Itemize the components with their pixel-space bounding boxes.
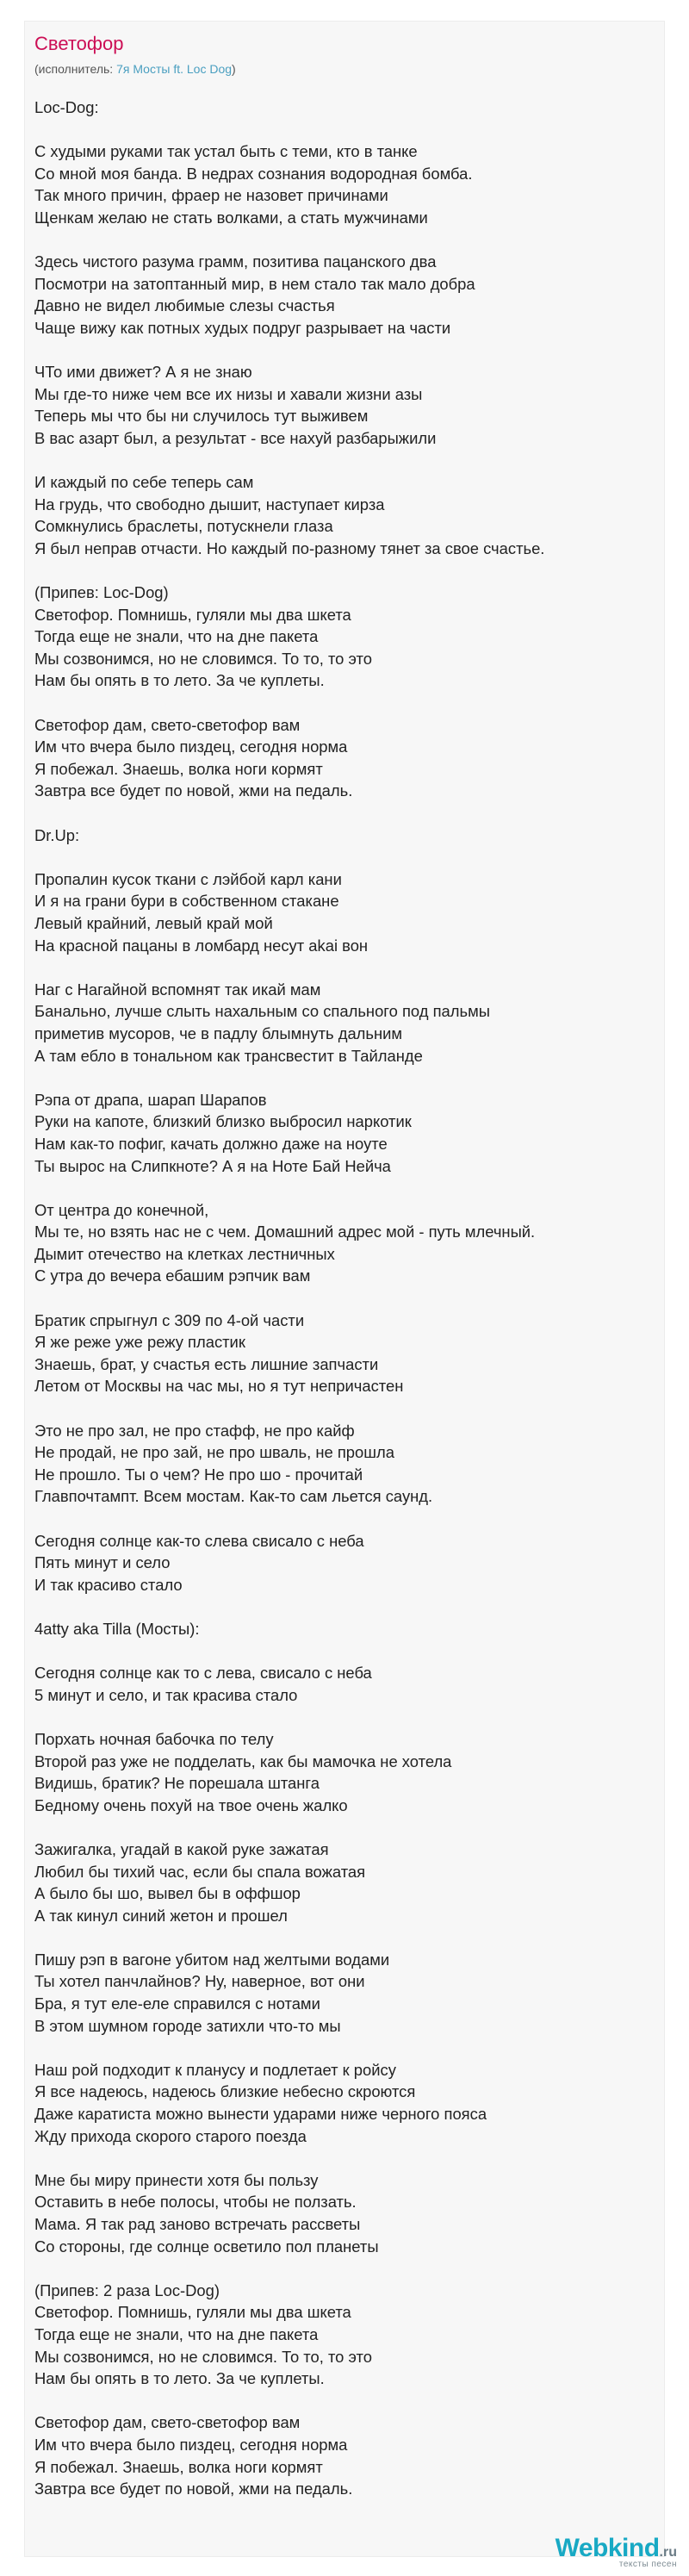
lyrics-line: Рэпа от драпа, шарап Шарапов [34, 1090, 267, 1109]
lyrics-line: ЧТо ими движет? А я не знаю [34, 363, 252, 382]
lyrics-line: Второй раз уже не подделать, как бы мамочка не хотела [34, 1752, 452, 1770]
site-logo[interactable] [556, 2534, 677, 2569]
lyrics-stanza [34, 582, 655, 692]
lyrics-stanza [34, 979, 655, 1067]
lyrics-line: Летом от Москвы на час мы, но я тут непричастен [34, 1377, 404, 1396]
lyrics-stanza [34, 714, 655, 802]
lyrics-line: А там ебло в тональном как трансвестит в Тайланде [34, 1046, 423, 1065]
lyrics-line: Светофор дам, свето-светофор вам [34, 2413, 301, 2432]
lyrics-line: Знаешь, брат, у счастья есть лишние запчасти [34, 1354, 379, 1373]
lyrics-line: Ты хотел панчлайнов? Ну, наверное, вот они [34, 1972, 365, 1991]
lyrics-line: Любил бы тихий час, если бы спала вожатая [34, 1862, 366, 1881]
lyrics-line: Мы те, но взять нас не с чем. Домашний адрес мой - путь млечный. [34, 1223, 536, 1241]
lyrics-line: Главпочтампт. Всем мостам. Как-то сам льется саунд. [34, 1487, 433, 1506]
lyrics-line: На грудь, что свободно дышит, наступает кирза [34, 495, 385, 513]
lyrics-line: Мы созвонимся, но не словимся. То то, то это [34, 2347, 372, 2366]
lyrics-line: В вас азарт был, а результат - все нахуй разбарыжили [34, 428, 437, 447]
lyrics-line: А было бы шо, вывел бы в оффшор [34, 1884, 301, 1903]
lyrics-line: И так красиво стало [34, 1575, 183, 1594]
lyrics-line: Им что вчера было пиздец, сегодня норма [34, 737, 348, 756]
lyrics-line: Руки на капоте, близкий близко выбросил наркотик [34, 1112, 412, 1131]
lyrics-line: Нам как-то пофиг, качать должно даже на ноуте [34, 1134, 388, 1153]
lyrics-stanza [34, 471, 655, 559]
lyrics-line: Сегодня солнце как-то слева свисало с неба [34, 1531, 364, 1550]
lyrics-line: Это не про зал, не про стафф, не про кайф [34, 1421, 355, 1440]
lyrics-line: Светофор дам, свето-светофор вам [34, 715, 301, 734]
lyrics-line: Светофор. Помнишь, гуляли мы два шкета [34, 605, 351, 624]
lyrics-stanza [34, 868, 655, 956]
lyrics-line: Со стороны, где солнце осветило пол планеты [34, 2237, 379, 2256]
lyrics-stanza [34, 1420, 655, 1508]
lyrics-line: Со мной моя банда. В недрах сознания водородная бомба. [34, 164, 473, 183]
lyrics-line: И я на грани бури в собственном стакане [34, 892, 339, 911]
lyrics-line: (Припев: Loc-Dog) [34, 583, 169, 602]
lyrics-line: Завтра все будет по новой, жми на педаль. [34, 781, 353, 800]
lyrics-stanza [34, 251, 655, 339]
lyrics-line: Наш рой подходит к планусу и подлетает к ройсу [34, 2060, 396, 2079]
lyrics-stanza [34, 1089, 655, 1177]
lyrics-line: 5 минут и село, и так красива стало [34, 1685, 298, 1704]
song-title: Светофор [34, 33, 124, 54]
lyrics-line: Завтра все будет по новой, жми на педаль. [34, 2480, 353, 2498]
lyrics-stanza [34, 1839, 655, 1926]
lyrics-line: Светофор. Помнишь, гуляли мы два шкета [34, 2303, 351, 2322]
lyrics-line: Банально, лучше слыть нахальным со спального под пальмы [34, 1002, 490, 1021]
lyrics-line: Порхать ночная бабочка по телу [34, 1729, 274, 1748]
lyrics-stanza [34, 1662, 655, 1706]
lyrics-line: Тогда еще не знали, что на дне пакета [34, 627, 319, 646]
logo-tld: .ru [659, 2545, 677, 2560]
lyrics-line: А так кинул синий жетон и прошел [34, 1906, 288, 1925]
lyrics-stanza [34, 2411, 655, 2499]
lyrics-line: Я же реже уже режу пластик [34, 1333, 245, 1352]
lyrics-line: Теперь мы что бы ни случилось тут выживем [34, 407, 369, 426]
lyrics-line: Мне бы миру принести хотя бы пользу [34, 2170, 319, 2189]
lyrics-line: Я был неправ отчасти. Но каждый по-разному тянет за свое счастье. [34, 538, 545, 557]
lyrics-stanza [34, 1949, 655, 2037]
lyrics-stanza [34, 361, 655, 449]
lyrics-line: Наг с Нагайной вспомнят так икай мам [34, 980, 321, 999]
lyrics-line: Loc-Dog: [34, 98, 99, 116]
lyrics-stanza [34, 2059, 655, 2147]
lyrics-line: Я побежал. Знаешь, волка ноги кормят [34, 759, 323, 778]
logo-tagline: тексты песен [618, 2560, 677, 2569]
lyrics-line: Нам бы опять в то лето. За че куплеты. [34, 2369, 325, 2388]
lyrics-line: Так много причин, фраер не назовет причинами [34, 186, 388, 205]
lyrics-line: Даже каратиста можно вынести ударами ниже черного пояса [34, 2105, 487, 2124]
lyrics-line: В этом шумном городе затихли что-то мы [34, 2016, 341, 2035]
lyrics-line: Пять минут и село [34, 1553, 171, 1572]
lyrics-line: 4atty aka Tilla (Мосты): [34, 1619, 200, 1638]
lyrics-line: Посмотри на затоптанный мир, в нем стало так мало добра [34, 274, 475, 293]
lyrics-stanza [34, 1530, 655, 1596]
lyrics-line: Пишу рэп в вагоне убитом над желтыми водами [34, 1950, 390, 1969]
lyrics-body [34, 96, 655, 2500]
lyrics-stanza [34, 140, 655, 228]
lyrics-line: Не продай, не про зай, не про шваль, не прошла [34, 1443, 394, 1462]
lyrics-line: Мы где-то ниже чем все их низы и хавали жизни азы [34, 384, 423, 403]
lyrics-line: Dr.Up: [34, 825, 80, 844]
lyrics-line: С утра до вечера ебашим рэпчик вам [34, 1266, 311, 1285]
lyrics-line: Ты вырос на Слипкноте? А я на Ноте Бай Нейча [34, 1156, 391, 1175]
lyrics-stanza [34, 824, 655, 847]
lyrics-line: Мы созвонимся, но не словимся. То то, то это [34, 649, 372, 668]
lyrics-line: приметив мусоров, че в падлу блымнуть дальним [34, 1024, 403, 1042]
lyrics-line: На красной пацаны в ломбард несут akai вон [34, 936, 369, 955]
lyrics-line: Давно не видел любимые слезы счастья [34, 296, 335, 315]
lyrics-line: Мама. Я так рад заново встречать рассветы [34, 2215, 361, 2233]
lyrics-line: Щенкам желаю не стать волками, а стать мужчинами [34, 208, 428, 227]
lyrics-line: Дымит отечество на клетках лестничных [34, 1244, 335, 1263]
lyrics-line: От центра до конечной, [34, 1200, 209, 1219]
lyrics-line: Я все надеюсь, надеюсь близкие небесно скроются [34, 2082, 416, 2101]
lyrics-line: Бедному очень похуй на твое очень жалко [34, 1795, 348, 1814]
lyrics-stanza [34, 96, 655, 119]
lyrics-line: Не прошло. Ты о чем? Не про шо - прочитай [34, 1465, 363, 1484]
lyrics-line: Здесь чистого разума грамм, позитива пацанского два [34, 252, 437, 271]
lyrics-line: Чаще вижу как потных худых подруг разрывает на части [34, 318, 451, 337]
lyrics-line: Пропалин кусок ткани с лэйбой карл кани [34, 869, 342, 888]
lyrics-line: Я побежал. Знаешь, волка ноги кормят [34, 2457, 323, 2476]
lyrics-line: Левый крайний, левый край мой [34, 913, 273, 932]
lyrics-line: Жду прихода скорого старого поезда [34, 2126, 307, 2145]
lyrics-line: Бра, я тут еле-еле справился с нотами [34, 1994, 320, 2013]
lyrics-stanza [34, 1199, 655, 1287]
lyrics-stanza [34, 2169, 655, 2257]
performer-suffix: ) [232, 62, 236, 76]
performer-line [34, 62, 236, 76]
lyrics-line: Им что вчера было пиздец, сегодня норма [34, 2435, 348, 2454]
lyrics-line: (Припев: 2 раза Loc-Dog) [34, 2280, 220, 2299]
lyrics-stanza [34, 2280, 655, 2390]
performer-link[interactable]: 7я Мосты ft. Loc Dog [116, 62, 233, 76]
lyrics-line: Нам бы опять в то лето. За че куплеты. [34, 671, 325, 690]
lyrics-line: И каждый по себе теперь сам [34, 473, 254, 492]
lyrics-stanza [34, 1728, 655, 1816]
lyrics-line: Сомкнулись браслеты, потускнели глаза [34, 517, 333, 536]
lyrics-stanza [34, 1310, 655, 1397]
lyrics-line: С худыми руками так устал быть с теми, кто в танке [34, 142, 418, 161]
logo-wordmark: Webkind [555, 2534, 660, 2562]
lyrics-line: Сегодня солнце как то с лева, свисало с неба [34, 1664, 372, 1683]
lyrics-line: Братик спрыгнул с 309 по 4-ой части [34, 1310, 305, 1329]
lyrics-line: Видишь, братик? Не порешала штанга [34, 1774, 320, 1793]
lyrics-line: Тогда еще не знали, что на дне пакета [34, 2324, 319, 2343]
lyrics-line: Оставить в небе полосы, чтобы не ползать. [34, 2193, 357, 2212]
lyrics-line: Зажигалка, угадай в какой руке зажатая [34, 1839, 329, 1858]
performer-prefix: (исполнитель: [34, 62, 117, 76]
lyrics-stanza [34, 1618, 655, 1640]
